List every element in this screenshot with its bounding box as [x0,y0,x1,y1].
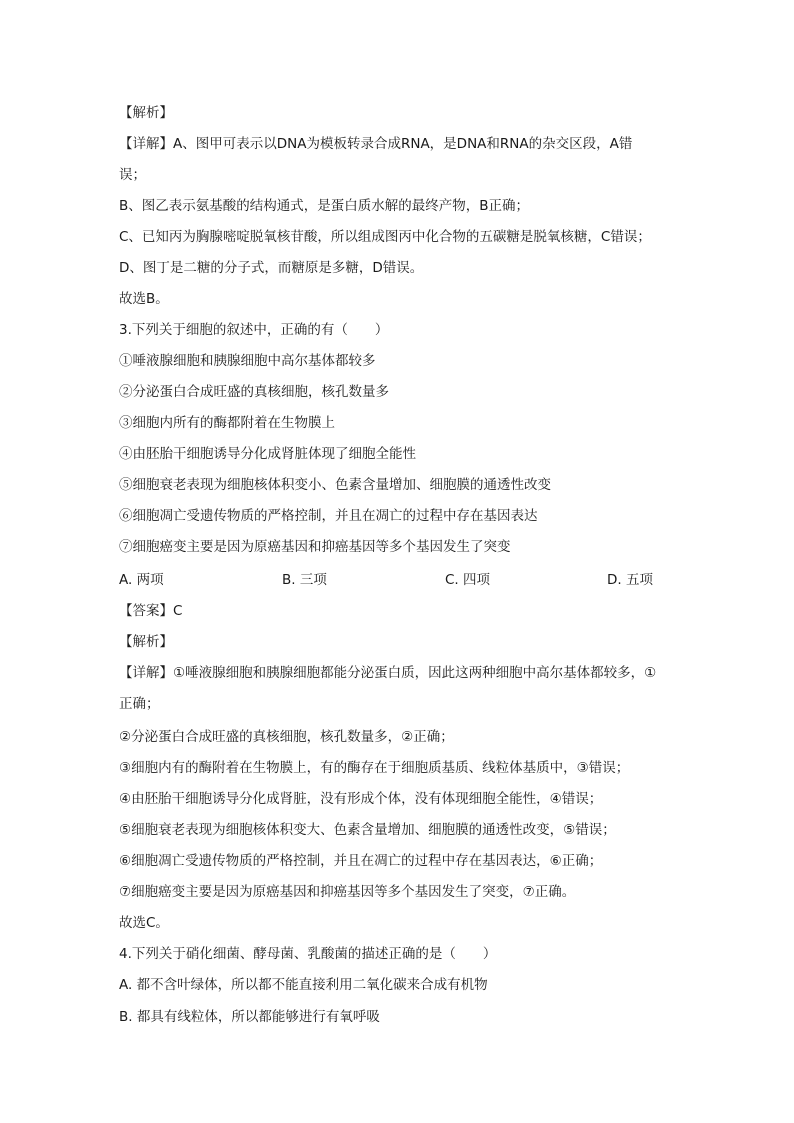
option-b: B. 都具有线粒体，所以都能够进行有氧呼吸 [119,1009,380,1025]
detail-line: ⑦细胞癌变主要是因为原癌基因和抑癌基因等多个基因发生了突变，⑦正确。 [119,884,576,900]
question-stem: 4.下列关于硝化细菌、酵母菌、乳酸菌的描述正确的是（ ） [119,946,497,962]
analysis-heading: 【解析】 [119,105,173,121]
statement: ④由胚胎干细胞诱导分化成肾脏体现了细胞全能性 [119,446,416,462]
detail-line: ⑥细胞凋亡受遗传物质的严格控制，并且在凋亡的过程中存在基因表达，⑥正确； [119,853,603,869]
option-a: A. 都不含叶绿体，所以都不能直接利用二氧化碳来合成有机物 [119,977,488,993]
detail-line: B、图乙表示氨基酸的结构通式，是蛋白质水解的最终产物，B正确； [119,198,530,214]
statement: ②分泌蛋白合成旺盛的真核细胞，核孔数量多 [119,384,389,400]
statement: ⑤细胞衰老表现为细胞核体积变小、色素含量增加、细胞膜的通透性改变 [119,477,551,493]
analysis-heading: 【解析】 [119,634,173,650]
statement: ③细胞内所有的酶都附着在生物膜上 [119,415,335,431]
statement: ⑦细胞癌变主要是因为原癌基因和抑癌基因等多个基因发生了突变 [119,539,511,555]
statement: ⑥细胞凋亡受遗传物质的严格控制，并且在凋亡的过程中存在基因表达 [119,508,538,524]
conclusion: 故选C。 [119,915,169,931]
detail-line: D、图丁是二糖的分子式，而糖原是多糖，D错误。 [119,260,424,276]
answer: 【答案】C [119,603,183,619]
option-b: B. 三项 [282,572,327,588]
detail-line: 【详解】A、图甲可表示以DNA为模板转录合成RNA，是DNA和RNA的杂交区段，A错 [119,136,633,152]
option-c: C. 四项 [445,572,491,588]
detail-line: ②分泌蛋白合成旺盛的真核细胞，核孔数量多，②正确； [119,729,454,745]
detail-line: 误； [119,167,146,183]
detail-line: 【详解】①唾液腺细胞和胰腺细胞都能分泌蛋白质，因此这两种细胞中高尔基体都较多，① [119,665,657,681]
detail-line: ③细胞内有的酶附着在生物膜上，有的酶存在于细胞质基质、线粒体基质中，③错误； [119,760,630,776]
detail-line: C、已知丙为胸腺嘧啶脱氧核苷酸，所以组成图丙中化合物的五碳糖是脱氧核糖，C错误； [119,229,651,245]
statement: ①唾液腺细胞和胰腺细胞中高尔基体都较多 [119,353,376,369]
detail-line: ④由胚胎干细胞诱导分化成肾脏，没有形成个体，没有体现细胞全能性，④错误； [119,791,603,807]
detail-line: 正确； [119,696,160,712]
option-a: A. 两项 [119,572,164,588]
conclusion: 故选B。 [119,291,169,307]
question-stem: 3.下列关于细胞的叙述中，正确的有（ ） [119,322,389,338]
option-d: D. 五项 [607,572,653,588]
detail-line: ⑤细胞衰老表现为细胞核体积变大、色素含量增加、细胞膜的通透性改变，⑤错误； [119,822,616,838]
